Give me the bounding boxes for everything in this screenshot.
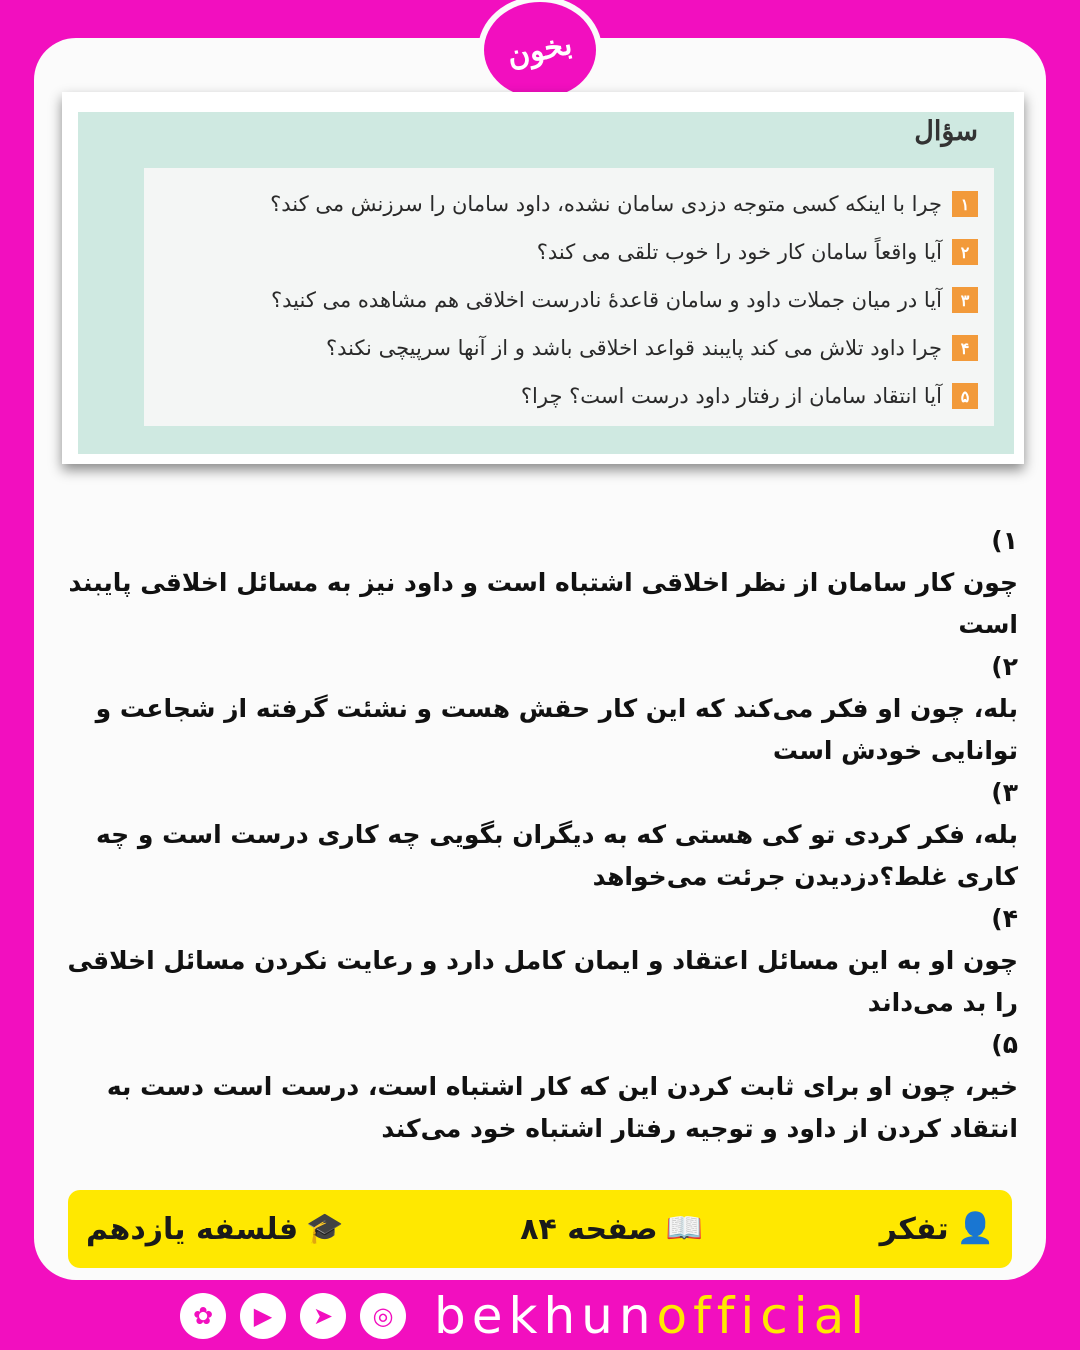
question-item bbox=[270, 324, 978, 372]
question-item bbox=[270, 372, 978, 420]
telegram-icon[interactable]: ➤ bbox=[300, 1293, 346, 1339]
question-text: آیا انتقاد سامان از رفتار داود درست است؟ چرا؟ bbox=[520, 384, 942, 408]
subject-text: فلسفه یازدهم bbox=[86, 1211, 299, 1247]
question-box-title: سؤال bbox=[914, 116, 978, 147]
question-text: چرا با اینکه کسی متوجه دزدی سامان نشده، داود سامان را سرزنش می کند؟ bbox=[270, 192, 942, 216]
question-number: ۱ bbox=[952, 191, 978, 217]
answer-number: ۵) bbox=[991, 1030, 1018, 1059]
answer-block bbox=[40, 646, 1018, 772]
answer-block bbox=[40, 898, 1018, 1024]
answer-number: ۳) bbox=[991, 778, 1018, 807]
question-item bbox=[270, 276, 978, 324]
logo-text: بخون bbox=[504, 26, 576, 74]
answer-block bbox=[40, 1024, 1018, 1150]
brand-handle[interactable] bbox=[434, 1287, 870, 1345]
answer-block bbox=[40, 520, 1018, 646]
topic-label bbox=[880, 1212, 994, 1247]
footer bbox=[180, 1286, 920, 1346]
answers-section bbox=[40, 520, 1018, 1150]
instagram-icon[interactable]: ◎ bbox=[360, 1293, 406, 1339]
answer-number: ۴) bbox=[991, 904, 1018, 933]
question-box-inner bbox=[78, 112, 1014, 454]
answer-text: خیر، چون او برای ثابت کردن این که کار اشتباه است، درست است دست به انتقاد کردن از داود و توجیه رفتار اشتباه خود می‌کند bbox=[106, 1072, 1018, 1143]
question-text: آیا در میان جملات داود و سامان قاعدهٔ نادرست اخلاقی هم مشاهده می کنید؟ bbox=[270, 288, 942, 312]
info-bar bbox=[68, 1190, 1012, 1268]
answer-number: ۱) bbox=[991, 526, 1018, 555]
answer-number: ۲) bbox=[991, 652, 1018, 681]
page-label bbox=[520, 1212, 703, 1247]
topic-text: تفکر bbox=[879, 1211, 949, 1247]
question-item bbox=[270, 228, 978, 276]
question-text: چرا داود تلاش می کند پایبند قواعد اخلاقی باشد و از آنها سرپیچی نکند؟ bbox=[325, 336, 942, 360]
answer-text: چون کار سامان از نظر اخلاقی اشتباه است و داود نیز به مسائل اخلاقی پایبند است bbox=[68, 568, 1018, 639]
answer-text: بله، فکر کردی تو کی هستی که به دیگران بگویی چه کاری درست است و چه کاری غلط؟دزدیدن جرئت می‌خواهد bbox=[95, 820, 1018, 891]
graduation-cap-icon: 🎓 bbox=[306, 1211, 344, 1246]
question-list bbox=[270, 180, 978, 420]
question-item bbox=[270, 180, 978, 228]
youtube-icon[interactable]: ▶ bbox=[240, 1293, 286, 1339]
subject-label bbox=[86, 1212, 344, 1247]
brand-accent: official bbox=[656, 1287, 871, 1345]
question-number: ۳ bbox=[952, 287, 978, 313]
answer-text: بله، چون او فکر می‌کند که این کار حقش هست و نشئت گرفته از شجاعت و توانایی خودش است bbox=[95, 694, 1018, 765]
question-panel bbox=[144, 168, 994, 426]
page-text: صفحه ۸۴ bbox=[520, 1211, 658, 1247]
brand-main: bekhun bbox=[434, 1287, 657, 1345]
question-number: ۴ bbox=[952, 335, 978, 361]
question-number: ۲ bbox=[952, 239, 978, 265]
question-box bbox=[62, 92, 1024, 464]
question-number: ۵ bbox=[952, 383, 978, 409]
question-text: آیا واقعاً سامان کار خود را خوب تلقی می کند؟ bbox=[536, 240, 942, 264]
answer-block bbox=[40, 772, 1018, 898]
person-icon: 👤 bbox=[956, 1211, 994, 1246]
aparat-icon[interactable]: ✿ bbox=[180, 1293, 226, 1339]
answer-text: چون او به این مسائل اعتقاد و ایمان کامل دارد و رعایت نکردن مسائل اخلاقی را بد می‌داند bbox=[67, 946, 1018, 1017]
logo[interactable] bbox=[484, 2, 596, 98]
open-book-icon: 📖 bbox=[665, 1211, 704, 1246]
